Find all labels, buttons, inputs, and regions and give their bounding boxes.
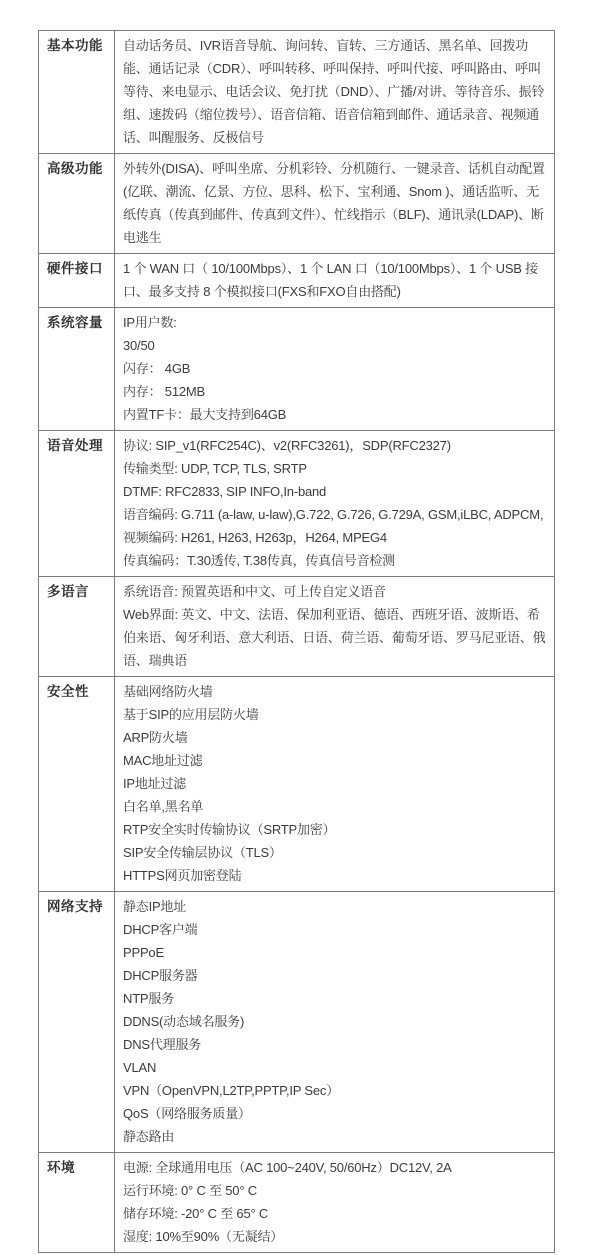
spec-line: 自动话务员、IVR语音导航、询问转、盲转、三方通话、黑名单、回拨功能、通话记录（CDR）、呼叫转移、呼叫保持、呼叫代接、呼叫路由、呼叫等待、来电显示、电话会议、免打扰（DND）、广播/对讲、等待音乐、振铃组、速拨码（缩位拨号）、语音信箱、语音信箱到邮件、通话录音、视频通话、叫醒服务、反极信号: [123, 38, 545, 145]
spec-line: HTTPS网页加密登陆: [123, 868, 242, 883]
table-row: [39, 31, 555, 154]
spec-table-body: [39, 31, 555, 1253]
spec-value-cell: [115, 154, 555, 254]
spec-value-cell: [115, 254, 555, 308]
spec-line: DNS代理服务: [123, 1037, 202, 1052]
table-row: [39, 254, 555, 308]
spec-category-label: 多语言: [39, 577, 115, 677]
spec-value-cell: [115, 308, 555, 431]
spec-line: 运行环境: 0° C 至 50° C: [123, 1183, 257, 1198]
spec-category-label: 硬件接口: [39, 254, 115, 308]
spec-category-label: 语音处理: [39, 431, 115, 577]
spec-line: 湿度: 10%至90%（无凝结）: [123, 1229, 284, 1244]
spec-category-label: 系统容量: [39, 308, 115, 431]
spec-line: 闪存： 4GB: [123, 361, 191, 376]
spec-line: 协议: SIP_v1(RFC254C)、v2(RFC3261)，SDP(RFC2327): [123, 438, 451, 453]
table-row: [39, 577, 555, 677]
spec-category-label: 安全性: [39, 677, 115, 892]
spec-line: 外转外(DISA)、呼叫坐席、分机彩铃、分机随行、一键录音、话机自动配置(亿联、潮流、亿景、方位、思科、松下、宝利通、Snom )、通话监听、无纸传真（传真到邮件、传真到文件）、忙线指示（BLF)、通讯录(LDAP)、断电逃生: [123, 161, 545, 245]
spec-line: IP地址过滤: [123, 776, 187, 791]
spec-line: 静态路由: [123, 1129, 175, 1144]
spec-line: 视频编码: H261, H263, H263p，H264, MPEG4: [123, 530, 387, 545]
spec-line: IP用户数:: [123, 315, 177, 330]
spec-value-cell: [115, 577, 555, 677]
spec-value-cell: [115, 1153, 555, 1253]
spec-category-label: 基本功能: [39, 31, 115, 154]
spec-line: 系统语音: 预置英语和中文、可上传自定义语音: [123, 584, 386, 599]
spec-line: 语音编码: G.711 (a-law, u-law),G.722, G.726, G.729A, GSM,iLBC, ADPCM,: [123, 507, 544, 522]
spec-line: NTP服务: [123, 991, 175, 1006]
spec-line: DTMF: RFC2833, SIP INFO,In-band: [123, 484, 327, 499]
spec-line: DDNS(动态域名服务): [123, 1014, 245, 1029]
spec-line: 基于SIP的应用层防火墙: [123, 707, 259, 722]
spec-line: 电源: 全球通用电压（AC 100~240V, 50/60Hz）DC12V, 2A: [123, 1160, 452, 1175]
spec-line: 传真编码：T.30透传, T.38传真，传真信号音检测: [123, 553, 395, 568]
spec-line: 基础网络防火墙: [123, 684, 213, 699]
spec-line: 内置TF卡：最大支持到64GB: [123, 407, 287, 422]
table-row: [39, 677, 555, 892]
spec-value-cell: [115, 31, 555, 154]
spec-line: RTP安全实时传输协议（SRTP加密）: [123, 822, 336, 837]
spec-line: 内存： 512MB: [123, 384, 206, 399]
table-row: [39, 892, 555, 1153]
spec-value-cell: [115, 431, 555, 577]
spec-line: 静态IP地址: [123, 899, 187, 914]
spec-value-cell: [115, 892, 555, 1153]
table-row: [39, 154, 555, 254]
table-row: [39, 1153, 555, 1253]
spec-line: 储存环境: -20° C 至 65° C: [123, 1206, 269, 1221]
spec-line: PPPoE: [123, 945, 164, 960]
spec-category-label: 高级功能: [39, 154, 115, 254]
spec-line: Web界面: 英文、中文、法语、保加利亚语、德语、西班牙语、波斯语、希伯来语、匈牙利语、意大利语、日语、荷兰语、葡萄牙语、罗马尼亚语、俄语、瑞典语: [123, 607, 546, 668]
spec-category-label: 网络支持: [39, 892, 115, 1153]
spec-line: 白名单,黑名单: [123, 799, 204, 814]
spec-line: VLAN: [123, 1060, 157, 1075]
spec-line: VPN（OpenVPN,L2TP,PPTP,IP Sec）: [123, 1083, 340, 1098]
spec-line: 30/50: [123, 338, 155, 353]
spec-line: 1 个 WAN 口（ 10/100Mbps）、1 个 LAN 口（10/100Mbps）、1 个 USB 接口、最多支持 8 个模拟接口(FXS和FXO自由搭配): [123, 261, 538, 299]
spec-line: ARP防火墙: [123, 730, 188, 745]
spec-table: [38, 30, 555, 1253]
spec-line: 传输类型: UDP, TCP, TLS, SRTP: [123, 461, 307, 476]
spec-category-label: 环境: [39, 1153, 115, 1253]
spec-line: DHCP客户端: [123, 922, 198, 937]
spec-line: QoS（网络服务质量）: [123, 1106, 251, 1121]
spec-line: DHCP服务器: [123, 968, 198, 983]
spec-value-cell: [115, 677, 555, 892]
spec-line: MAC地址过滤: [123, 753, 203, 768]
table-row: [39, 431, 555, 577]
spec-line: SIP安全传输层协议（TLS）: [123, 845, 282, 860]
table-row: [39, 308, 555, 431]
